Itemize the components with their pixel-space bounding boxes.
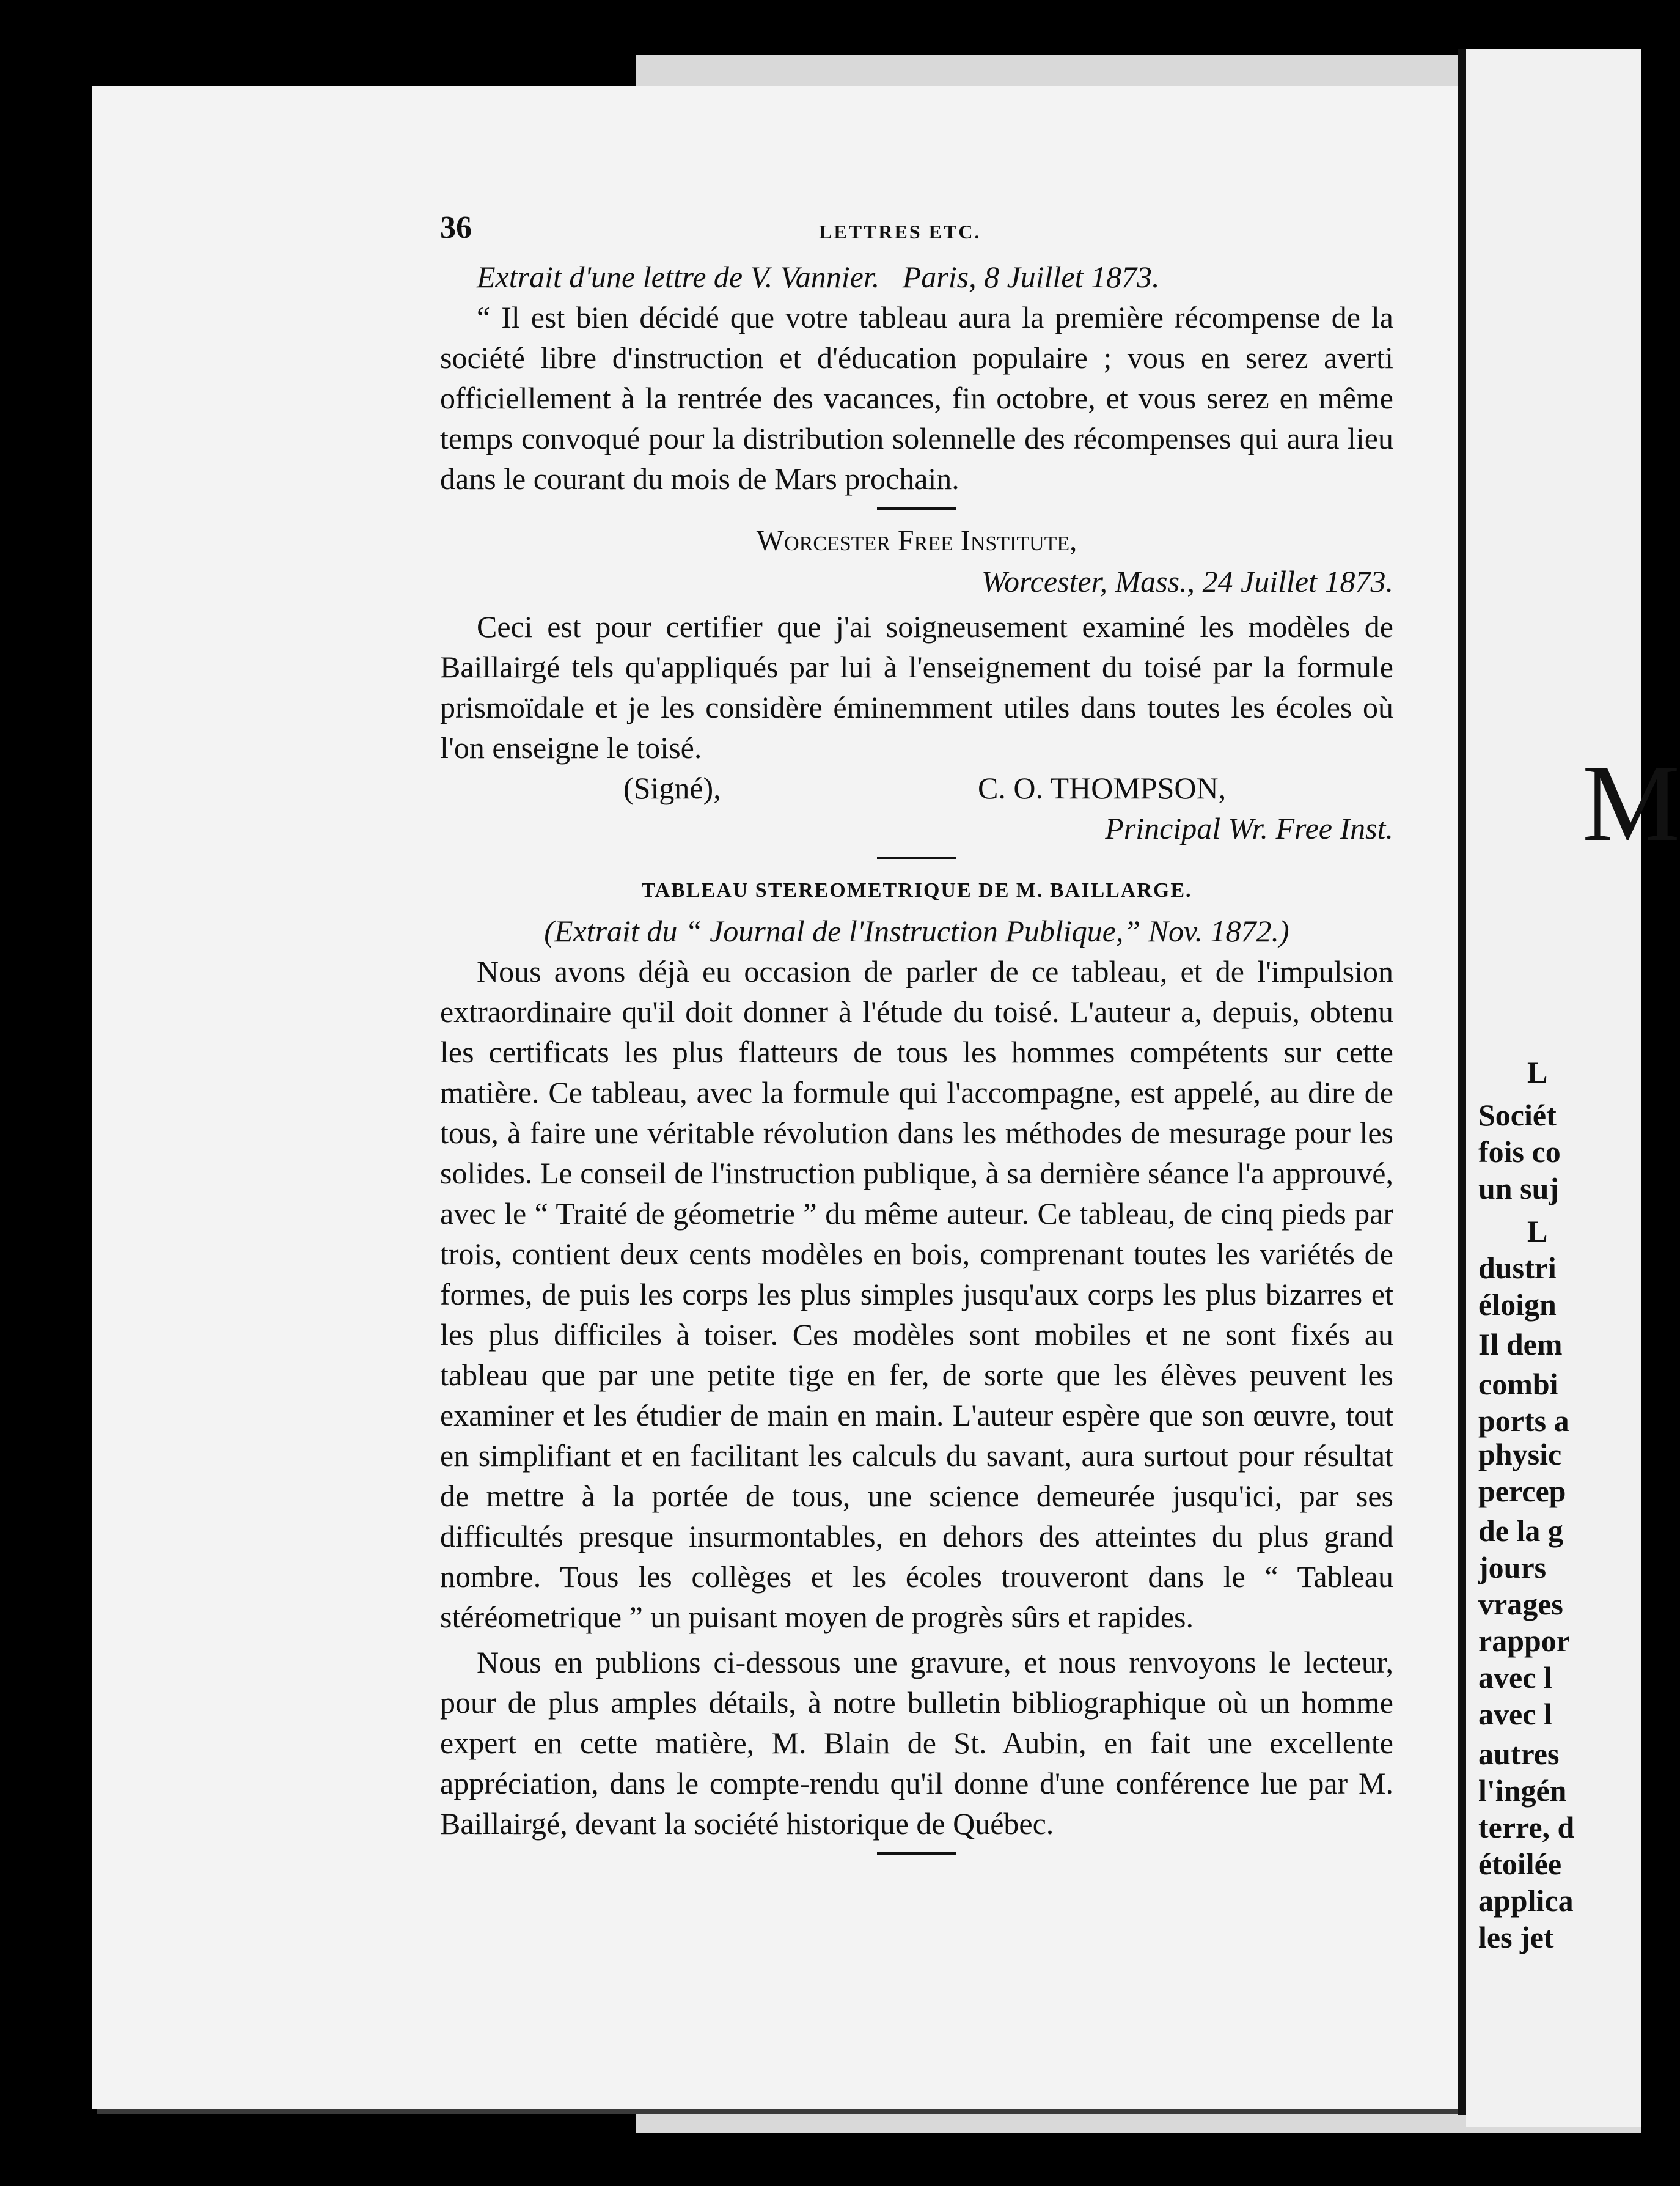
right-page-fragment: rappor [1478,1624,1570,1658]
signer-name: C. O. THOMPSON, [978,771,1227,805]
right-page-fragment: L [1527,1055,1548,1089]
right-page-fragment: étoilée [1478,1847,1562,1881]
page-content [440,208,1393,1866]
right-page-fragment: un suj [1478,1171,1560,1205]
right-page-fragment: l'ingén [1478,1773,1567,1808]
tableau-paragraph-2: Nous en publions ci-dessous une gravure, et nous renvoyons le lecteur, pour de plus amples détails, à notre bulletin bibliographique où un homme expert en cette matière, M. Blain de St. Aubin, en fait une excellente appréciation, dans le compte-rendu qu'il donne d'une conférence lue par M. Baillairgé, devant la société historique de Québec. [440,1645,1393,1841]
right-page-fragment: dustri [1478,1251,1557,1285]
signature-block [440,768,1393,848]
vannier-heading-title: Extrait d'une lettre de V. Vannier. [477,260,880,294]
vannier-body: “ Il est bien décidé que votre tableau aura la première récompense de la société libre d'instruction et d'éducation populaire ; vous en serez averti officiellement à la rentrée des vacances, fin octobre, et vous serez en même temps convoqué pour la distribution solennelle des récompenses qui aura lieu dans le courant du mois de Mars prochain. [440,300,1393,496]
right-page-fragment: applica [1478,1883,1574,1918]
right-page-fragment: combi [1478,1367,1558,1401]
section-rule [877,857,956,859]
right-page-fragment: avec l [1478,1660,1552,1695]
running-head: LETTRES ETC. [819,221,981,243]
book-gutter [1458,49,1466,2115]
worcester-body: Ceci est pour certifier que j'ai soigneusement examiné les modèles de Baillairgé tels qu'appliqués par lui à l'enseignement du toisé par la formule prismoïdale et je les considère éminemment utiles dans toutes les écoles où l'on enseigne le toisé. [440,609,1393,765]
tableau-paragraph-1: Nous avons déjà eu occasion de parler de ce tableau, et de l'impulsion extraordinaire qu'il doit donner à l'étude du toisé. L'auteur a, depuis, obtenu les certificats les plus flatteurs de tous les hommes compétents sur cette matière. Ce tableau, avec la formule qui l'accompagne, est appelé, au dire de tous, à faire une véritable révolution dans les méthodes de mesurage pour les solides. Le conseil de l'instruction publique, à sa dernière séance l'a approuvé, avec le “ Traité de géometrie ” du même auteur. Ce tableau, de cinq pieds par trois, contient deux cents modèles en bois, comprenant toutes les variétés de formes, de puis les corps les plus simples jusqu'aux corps les plus bizarres et les plus difficiles à toiser. Ces modèles sont mobiles et ne sont fixés au tableau que par une petite tige en fer, de sorte que les élèves peuvent les examiner et les étudier de main en main. L'auteur espère que son œuvre, tout en simplifiant et en facilitant les calculs du savant, aura surtout pour résultat de mettre à la portée de tous, une science demeurée jusqu'ici, par ses difficultés presque insurmontables, en dehors des atteintes du plus grand nombre. Tous les collèges et les écoles trouveront dans le “ Tableau stéréometrique ” un puisant moyen de progrès sûrs et rapides. [440,954,1393,1634]
right-page-fragment: avec l [1478,1697,1552,1731]
signer-title: Principal Wr. Free Inst. [1105,811,1393,845]
signed-label: (Signé), [623,771,721,805]
end-rule [877,1852,956,1855]
right-page-fragment: fois co [1478,1135,1561,1169]
worcester-place-date: Worcester, Mass., 24 Juillet 1873. [981,564,1393,598]
page-number: 36 [440,210,472,245]
worcester-institution: Worcester Free Institute, [756,524,1077,557]
right-page-fragment: vrages [1478,1587,1563,1621]
right-page-fragment: percep [1478,1474,1566,1508]
section-rule [877,507,956,510]
right-page-fragment: éloign [1478,1287,1557,1322]
right-page-fragment: L [1527,1214,1548,1248]
vannier-heading [440,257,1393,297]
right-page-fragment: ports a [1478,1404,1569,1438]
page-header [440,208,1393,257]
right-page-fragment: autres [1478,1737,1560,1771]
tableau-title: TABLEAU STEREOMETRIQUE DE M. BAILLARGE. [641,879,1192,902]
right-page-big-letter: M [1582,742,1680,864]
right-page-fragment: terre, d [1478,1810,1575,1844]
right-page-fragment: jours [1478,1550,1547,1584]
page-right [1466,49,1680,2127]
right-page-fragment: les jet [1478,1920,1554,1954]
tableau-source: (Extrait du “ Journal de l'Instruction Publique,” Nov. 1872.) [544,914,1289,948]
right-page-fragment: Sociét [1478,1098,1557,1132]
vannier-place-date: Paris, 8 Juillet 1873. [902,260,1160,294]
right-page-fragment: physic [1478,1437,1562,1471]
right-page-fragment: Il dem [1478,1327,1563,1361]
right-page-fragment: de la g [1478,1514,1563,1548]
